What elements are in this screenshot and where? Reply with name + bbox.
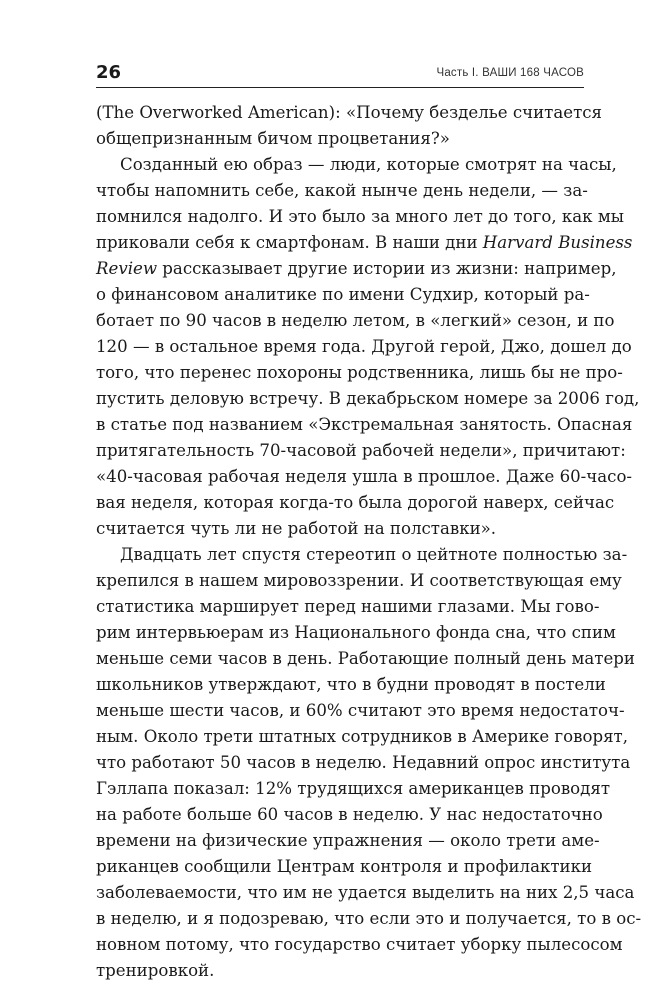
text-line: меньше шести часов, и 60% считают это время недостаточ- bbox=[96, 701, 625, 720]
text-run: рассказывает другие истории из жизни: например, bbox=[157, 259, 617, 278]
text-line: риканцев сообщили Центрам контроля и профилактики bbox=[96, 857, 592, 876]
paragraph bbox=[96, 100, 603, 152]
page-number: 26 bbox=[96, 62, 122, 83]
text-line: ным. Около трети штатных сотрудников в Америке говорят, bbox=[96, 727, 628, 746]
header-rule bbox=[96, 87, 584, 88]
text-line: школьников утверждают, что в будни проводят в постели bbox=[96, 675, 606, 694]
text-line: в статье под названием «Экстремальная занятость. Опасная bbox=[96, 415, 633, 434]
text-line: меньше семи часов в день. Работающие полный день матери bbox=[96, 649, 635, 668]
text-line: 120 — в остальное время года. Другой герой, Джо, дошел до bbox=[96, 337, 632, 356]
text-line: новном потому, что государство считает уборку пылесосом bbox=[96, 935, 623, 954]
body-text bbox=[96, 100, 642, 984]
text-line: Созданный ею образ — люди, которые смотрят на часы, bbox=[120, 155, 617, 174]
text-line: (The Overworked American): «Почему безделье считается bbox=[96, 103, 603, 122]
text-line: тренировкой. bbox=[96, 961, 215, 980]
text-line: помнился надолго. И это было за много лет до того, как мы bbox=[96, 207, 624, 226]
text-line: рим интервьюерам из Национального фонда сна, что спим bbox=[96, 623, 616, 642]
text-line bbox=[96, 230, 633, 256]
italic-title: Review bbox=[96, 259, 158, 278]
text-line: времени на физические упражнения — около трети аме- bbox=[96, 831, 600, 850]
text-line: того, что перенес похороны родственника, лишь бы не про- bbox=[96, 363, 623, 382]
text-line: в неделю, и я подозреваю, что если это и получается, то в ос- bbox=[96, 909, 642, 928]
running-head: Часть I. ВАШИ 168 ЧАСОВ bbox=[436, 67, 584, 79]
text-line: вая неделя, которая когда-то была дорогой наверх, сейчас bbox=[96, 493, 615, 512]
text-line: общепризнанным бичом процветания?» bbox=[96, 129, 450, 148]
text-line: пустить деловую встречу. В декабрьском номере за 2006 год, bbox=[96, 389, 640, 408]
text-line: чтобы напомнить себе, какой нынче день недели, — за- bbox=[96, 181, 588, 200]
text-line bbox=[96, 256, 617, 282]
text-run: приковали себя к смартфонам. В наши дни bbox=[96, 233, 483, 252]
text-line: о финансовом аналитике по имени Судхир, который ра- bbox=[96, 285, 590, 304]
text-line: статистика марширует перед нашими глазами. Мы гово- bbox=[96, 597, 600, 616]
text-line: крепился в нашем мировоззрении. И соответствующая ему bbox=[96, 571, 622, 590]
paragraph bbox=[96, 542, 642, 984]
text-line: притягательность 70-часовой рабочей недели», причитают: bbox=[96, 441, 626, 460]
page-header bbox=[96, 62, 584, 84]
text-line: Двадцать лет спустя стереотип о цейтноте полностью за- bbox=[120, 545, 628, 564]
italic-title: Harvard Business bbox=[482, 233, 633, 252]
text-line: что работают 50 часов в неделю. Недавний опрос института bbox=[96, 753, 631, 772]
text-line: считается чуть ли не работой на полставки». bbox=[96, 519, 497, 538]
text-line: «40-часовая рабочая неделя ушла в прошлое. Даже 60-часо- bbox=[96, 467, 633, 486]
text-line: на работе больше 60 часов в неделю. У нас недостаточно bbox=[96, 805, 603, 824]
text-line: заболеваемости, что им не удается выделить на них 2,5 часа bbox=[96, 883, 635, 902]
paragraph bbox=[96, 152, 640, 542]
text-line: ботает по 90 часов в неделю летом, в «легкий» сезон, и по bbox=[96, 311, 615, 330]
text-line: Гэллапа показал: 12% трудящихся американцев проводят bbox=[96, 779, 611, 798]
